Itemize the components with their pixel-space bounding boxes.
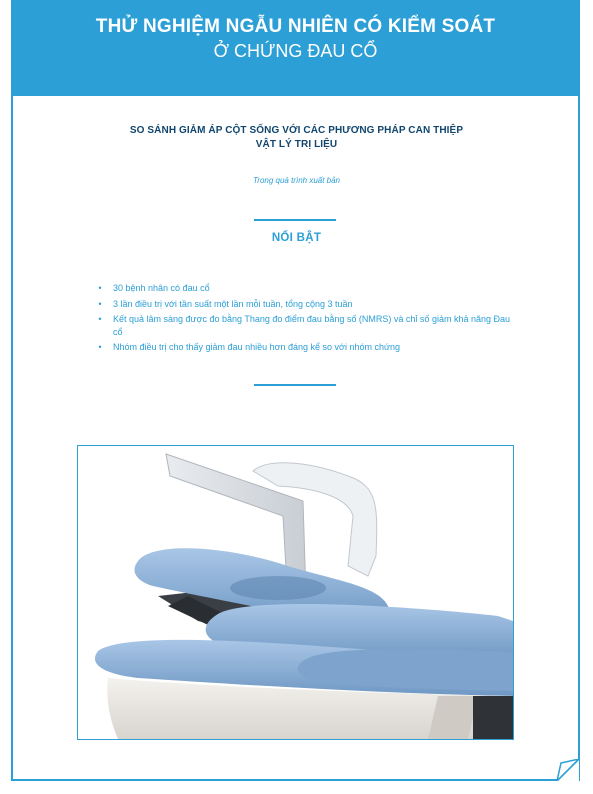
list-item xyxy=(95,313,515,338)
list-item xyxy=(95,298,515,311)
list-item-text: Kết quả lâm sàng được đo bằng Thang đo điểm đau bằng số (NMRS) và chỉ số giảm khả năng Đau cổ xyxy=(113,314,510,337)
bullet-icon: • xyxy=(98,298,102,309)
list-item xyxy=(95,341,515,354)
page-curl-icon xyxy=(557,759,579,781)
treatment-table-illustration xyxy=(78,446,513,739)
bullet-icon: • xyxy=(98,283,102,293)
list-item-text: 30 bệnh nhân có đau cổ xyxy=(113,283,210,293)
header-subtitle: Ở CHỨNG ĐAU CỔ xyxy=(213,41,378,61)
publication-note: Trong quá trình xuất bản xyxy=(252,176,341,185)
header-title: THỬ NGHIỆM NGẪU NHIÊN CÓ KIỂM SOÁT xyxy=(95,16,496,37)
study-subtitle-line1: SO SÁNH GIẢM ÁP CỘT SỐNG VỚI CÁC PHƯƠNG PHÁP CAN THIỆP xyxy=(129,125,464,136)
divider-top xyxy=(254,219,336,221)
list-item-text: Nhóm điều trị cho thấy giảm đau nhiều hơn đáng kể so với nhóm chứng xyxy=(113,342,400,352)
bullet-icon: • xyxy=(98,342,102,352)
page-header xyxy=(11,0,580,96)
divider-bottom xyxy=(254,384,336,386)
list-item-text: 3 lần điều trị với tần suất một lần mỗi tuần, tổng cộng 3 tuần xyxy=(113,298,353,309)
highlights-list xyxy=(95,282,515,357)
highlights-title: NỔI BẬT xyxy=(271,232,322,244)
study-subtitle-line2: VẬT LÝ TRỊ LIỆU xyxy=(255,139,338,150)
list-item xyxy=(95,282,515,295)
treatment-table-photo xyxy=(77,445,514,740)
bullet-icon: • xyxy=(98,314,102,324)
study-subtitle xyxy=(60,124,533,152)
